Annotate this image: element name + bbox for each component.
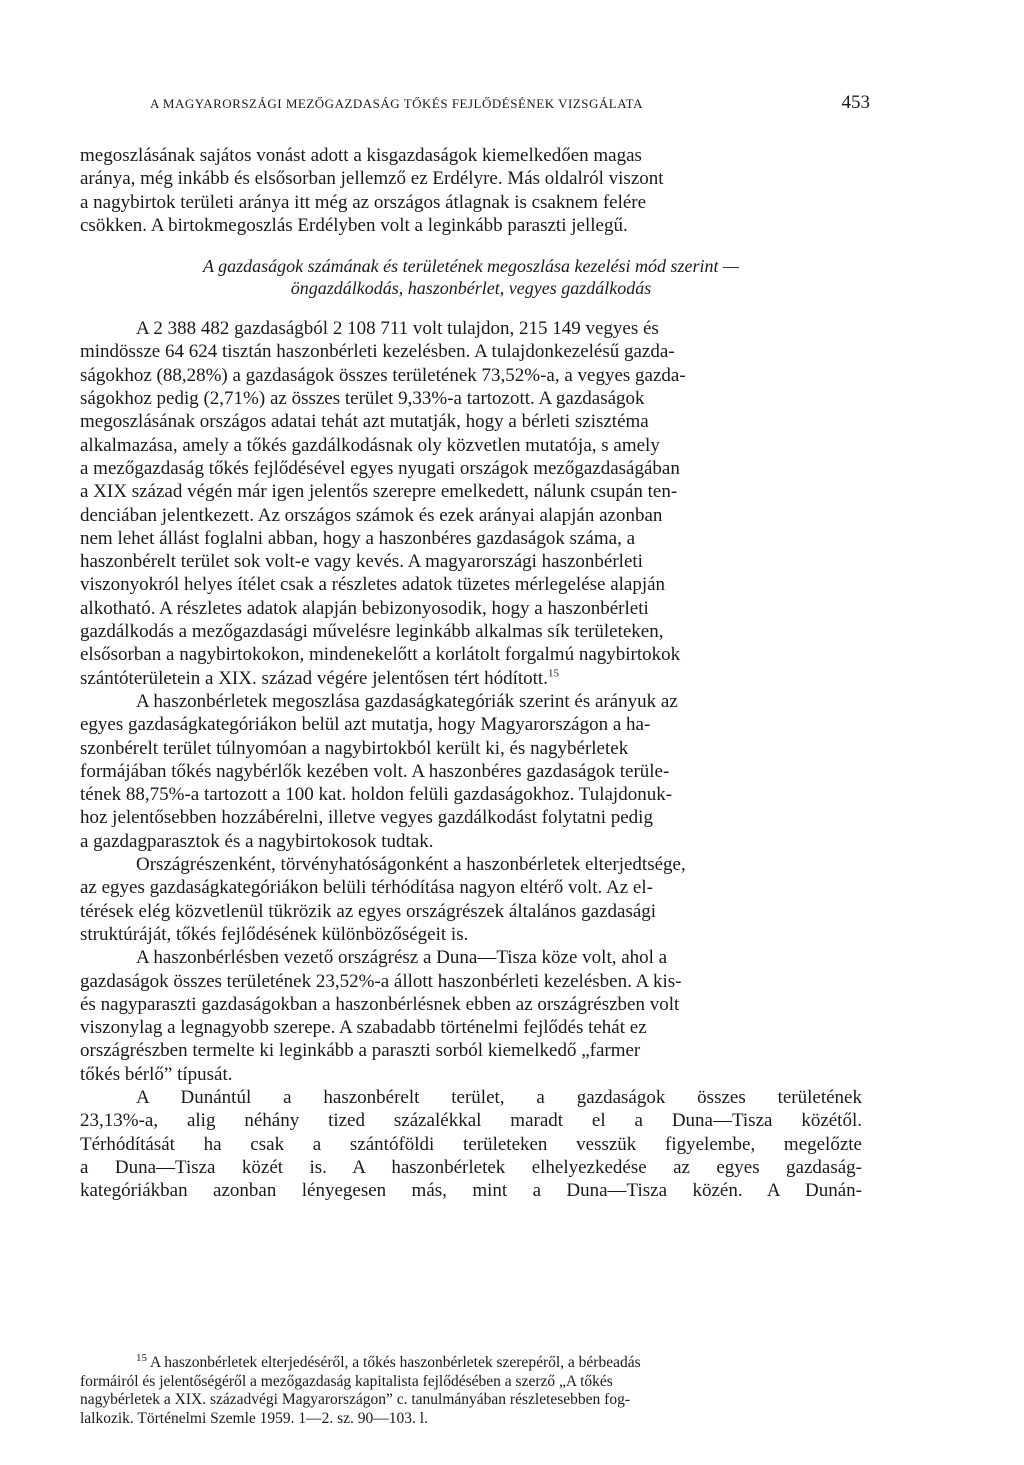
paragraph-line: megoszlásának országos adatai tehát azt mutatják, hogy a bérleti szisztéma: [80, 411, 649, 433]
body-text: [80, 144, 862, 1202]
paragraph-line: formájában tőkés nagybérlők kezében volt. A haszonbéres gazdaságok terüle-: [80, 760, 670, 782]
paragraph-line: tőkés bérlő” típusát.: [80, 1063, 233, 1085]
intro-line: csökken. A birtokmegoszlás Erdélyben volt a leginkább paraszti jellegű.: [80, 214, 628, 236]
paragraph-line: országrészben termelte ki leginkább a paraszti sorból kiemelkedő „farmer: [80, 1040, 641, 1062]
paragraph-line: a XIX század végén már igen jelentős szerepre emelkedett, nálunk csupán ten-: [80, 481, 678, 503]
paragraph: [80, 853, 862, 946]
intro-line: aránya, még inkább és elsősorban jellemző ez Erdélyre. Más oldalról viszont: [80, 168, 664, 190]
paragraph-line: Térhódítását ha csak a szántóföldi területeken vesszük figyelembe, megelőzte: [80, 1133, 862, 1155]
paragraph: [80, 690, 862, 853]
section-heading-line-2: öngazdálkodás, haszonbérlet, vegyes gazdálkodás: [290, 278, 652, 299]
paragraph-line: a Duna—Tisza közét is. A haszonbérletek elhelyezkedése az egyes gazdaság-: [80, 1156, 862, 1178]
paragraph-line: gazdaságok összes területének 23,52%-a állott haszonbérleti kezelésben. A kis-: [80, 970, 682, 992]
paragraph: [80, 1086, 862, 1202]
paragraph-line: gazdálkodás a mezőgazdasági művelésre leginkább alkalmas sík területeken,: [80, 621, 664, 643]
paragraph-line: alkalmazása, amely a tőkés gazdálkodásnak oly közvetlen mutatója, s amely: [80, 434, 660, 456]
intro-line: a nagybirtok területi aránya itt még az országos átlagnak is csaknem felére: [80, 191, 647, 213]
paragraph-line: az egyes gazdaságkategóriákon belüli térhódítása nagyon eltérő volt. Az el-: [80, 877, 653, 899]
paragraph-line: szántóterületein a XIX. század végére jelentősen tért hódított.: [80, 667, 548, 689]
footnote-line: nagybérletek a XIX. századvégi Magyarországon” c. tanulmányában részletesebben fog-: [80, 1391, 631, 1408]
intro-line: megoszlásának sajátos vonást adott a kisgazdaságok kiemelkedően magas: [80, 145, 642, 166]
footnote-line: lalkozik. Történelmi Szemle 1959. 1—2. sz. 90—103. l.: [80, 1409, 428, 1427]
footnotes: [80, 1351, 862, 1428]
paragraph-line: a mezőgazdaság tőkés fejlődésével egyes nyugati országok mezőgazdaságában: [80, 457, 680, 479]
page-header: [150, 92, 870, 114]
paragraph-line: ságokhoz (88,28%) a gazdaságok összes területének 73,52%-a, a vegyes gazda-: [80, 364, 686, 386]
paragraphs: [80, 317, 862, 1202]
paragraph: [80, 946, 862, 1086]
paragraph-line: viszonylag a legnagyobb szerepe. A szabadabb történelmi fejlődés tehát ez: [80, 1017, 647, 1039]
paragraph-line: denciában jelentkezett. Az országos számok és ezek arányai alapján azonban: [80, 504, 663, 526]
section-heading-line-1: A gazdaságok számának és területének megoszlása kezelési mód szerint —: [202, 256, 740, 277]
paragraph-line: A haszonbérletek megoszlása gazdaságkategóriák szerint és arányuk az: [136, 690, 678, 712]
paragraph-line: A Dunántúl a haszonbérelt terület, a gazdaságok összes területének: [136, 1086, 862, 1108]
paragraph-line: viszonyokról helyes ítélet csak a részletes adatok tüzetes mérlegelése alapján: [80, 574, 666, 596]
running-head: A MAGYARORSZÁGI MEZŐGAZDASÁG TŐKÉS FEJLŐDÉSÉNEK VIZSGÁLATA: [150, 96, 643, 111]
footnote-line: formáiról és jelentőségéről a mezőgazdaság kapitalista fejlődésében a szerző „A tőkés: [80, 1372, 613, 1390]
paragraph-line: hoz jelentősebben hozzábérelni, illetve vegyes gazdálkodást folytatni pedig: [80, 807, 653, 829]
paragraph-line: ságokhoz pedig (2,71%) az összes terület 9,33%-a tartozott. A gazdaságok: [80, 388, 645, 410]
paragraph-line: egyes gazdaságkategóriákon belül azt mutatja, hogy Magyarországon a ha-: [80, 714, 651, 736]
paragraph-line: és nagyparaszti gazdaságokban a haszonbérlésnek ebben az országrészben volt: [80, 993, 680, 1015]
paragraph-line: a gazdagparasztok és a nagybirtokosok tudtak.: [80, 830, 434, 852]
paragraph-line: haszonbérelt terület sok volt-e vagy kevés. A magyarországi haszonbérleti: [80, 551, 643, 573]
paragraph-line: Országrészenként, törvényhatóságonként a haszonbérletek elterjedtsége,: [136, 854, 686, 876]
paragraph-line: elsősorban a nagybirtokokon, mindenekelőtt a korlátolt forgalmú nagybirtokok: [80, 644, 681, 666]
footnote-line: A haszonbérletek elterjedéséről, a tőkés haszonbérletek szerepéről, a bérbeadás: [150, 1354, 641, 1371]
paragraph-line: A haszonbérlésben vezető országrész a Duna—Tisza köze volt, ahol a: [136, 947, 668, 969]
footnote-15: [80, 1351, 862, 1428]
paragraph-line: térések elég közvetlenül tükrözik az egyes országrészek általános gazdasági: [80, 900, 657, 922]
footnote-ref[interactable]: 15: [547, 667, 559, 680]
paragraph-line: 23,13%-a, alig néhány tized százalékkal maradt el a Duna—Tisza közétől.: [80, 1110, 862, 1132]
paragraph-line: alkotható. A részletes adatok alapján bebizonyosodik, hogy a haszonbérleti: [80, 597, 649, 619]
paragraph-line: tének 88,75%-a tartozott a 100 kat. holdon felüli gazdaságokhoz. Tulajdonuk-: [80, 784, 673, 806]
paragraph-line: struktúráját, tőkés fejlődésének különbözőségeit is.: [80, 923, 469, 945]
intro-paragraph: [80, 144, 862, 237]
paragraph-line: mindössze 64 624 tisztán haszonbérleti kezelésben. A tulajdonkezelésű gazda-: [80, 341, 675, 363]
section-heading: [80, 255, 862, 299]
paragraph-line: nem lehet állást foglalni abban, hogy a haszonbéres gazdaságok száma, a: [80, 527, 636, 549]
paragraph-line: kategóriákban azonban lényegesen más, mint a Duna—Tisza közén. A Dunán-: [80, 1180, 862, 1202]
paragraph: [80, 317, 862, 690]
paragraph-line: szonbérelt terület túlnyomóan a nagybirtokból került ki, és nagybérletek: [80, 737, 629, 759]
footnote-number: 15: [136, 1351, 147, 1364]
page-number: 453: [841, 92, 870, 113]
paragraph-line: A 2 388 482 gazdaságból 2 108 711 volt tulajdon, 215 149 vegyes és: [136, 318, 659, 340]
